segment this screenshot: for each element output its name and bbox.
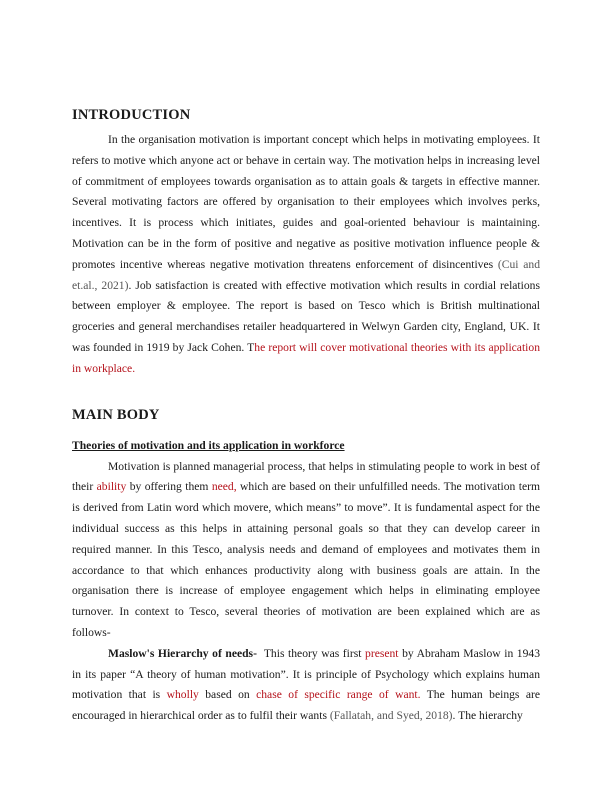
body-text: by offering them (126, 480, 212, 494)
body-text: The human beings are encouraged in hierarchical order as to fulfil their wants (72, 688, 540, 723)
citation: (Fallatah, and Syed, 2018) (329, 709, 453, 723)
intro-text-continued: . Job satisfaction is created with effective motivation which results in cordial relations between employer & employee. The report is based on Tesco which is British multinational groceries and general merchandises retailer headquartered in Welwyn Garden city, England, UK. It was founded in 1919 by Jack Cohen. T (72, 278, 540, 354)
body-text: based on (198, 688, 257, 702)
document-page (72, 104, 540, 727)
introduction-heading: INTRODUCTION (72, 107, 191, 123)
body-text: This theory was first (256, 646, 366, 660)
main-body-heading: MAIN BODY (72, 406, 160, 423)
highlighted-text: need, (211, 480, 237, 494)
body-text: Motivation is planned managerial process, that helps in stimulating people to work in best of their (72, 459, 540, 494)
highlighted-text: wholly (166, 688, 199, 702)
introduction-paragraph (72, 130, 540, 380)
section-subheading: Theories of motivation and its application in workforce (72, 438, 345, 452)
highlighted-text: chase of specific range of want. (256, 688, 421, 702)
highlighted-text: he report will cover motivational theories with its application in workplace. (72, 340, 540, 375)
highlighted-text: present (365, 646, 399, 660)
highlighted-text: ability (96, 480, 127, 494)
body-text: which are based on their unfulfilled needs. The motivation term is derived from Latin word which movere, which means” to move”. It is fundamental aspect for the individual success as this helps in attaining personal goals so that they can develop career in required manner. In this Tesco, analysis needs and demand of employees and motivates them in accordance to that which enhances productivity along with business goals are attain. In the organisation there is increase of employee engagement which helps in eliminating employee turnover. In context to Tesco, several theories of motivation are been explained which are as follows- (72, 480, 540, 639)
main-paragraph-maslow (72, 644, 540, 727)
citation: (Cui and et.al., 2021) (72, 257, 540, 292)
body-text: . The hierarchy (452, 709, 523, 723)
maslow-lead: Maslow's Hierarchy of needs- (108, 646, 257, 660)
intro-text: In the organisation motivation is important concept which helps in motivating employees. It refers to motive which anyone act or behave in certain way. The motivation helps in increasing level of commitment of employees towards organisation as to attain goals & targets in effective manner. Several motivating factors are offered by organisation to their employees which involves perks, incentives. It is process which initiates, guides and goal-oriented behaviour is maintaining. Motivation can be in the form of positive and negative as positive motivation influence people & promotes incentive whereas negative motivation threatens enforcement of disincentives (72, 133, 540, 271)
body-text: by Abraham Maslow in 1943 in its paper “A theory of human motivation”. It is principle of Psychology which explains human motivation that is (72, 646, 540, 702)
main-paragraph-motivation (72, 457, 540, 644)
